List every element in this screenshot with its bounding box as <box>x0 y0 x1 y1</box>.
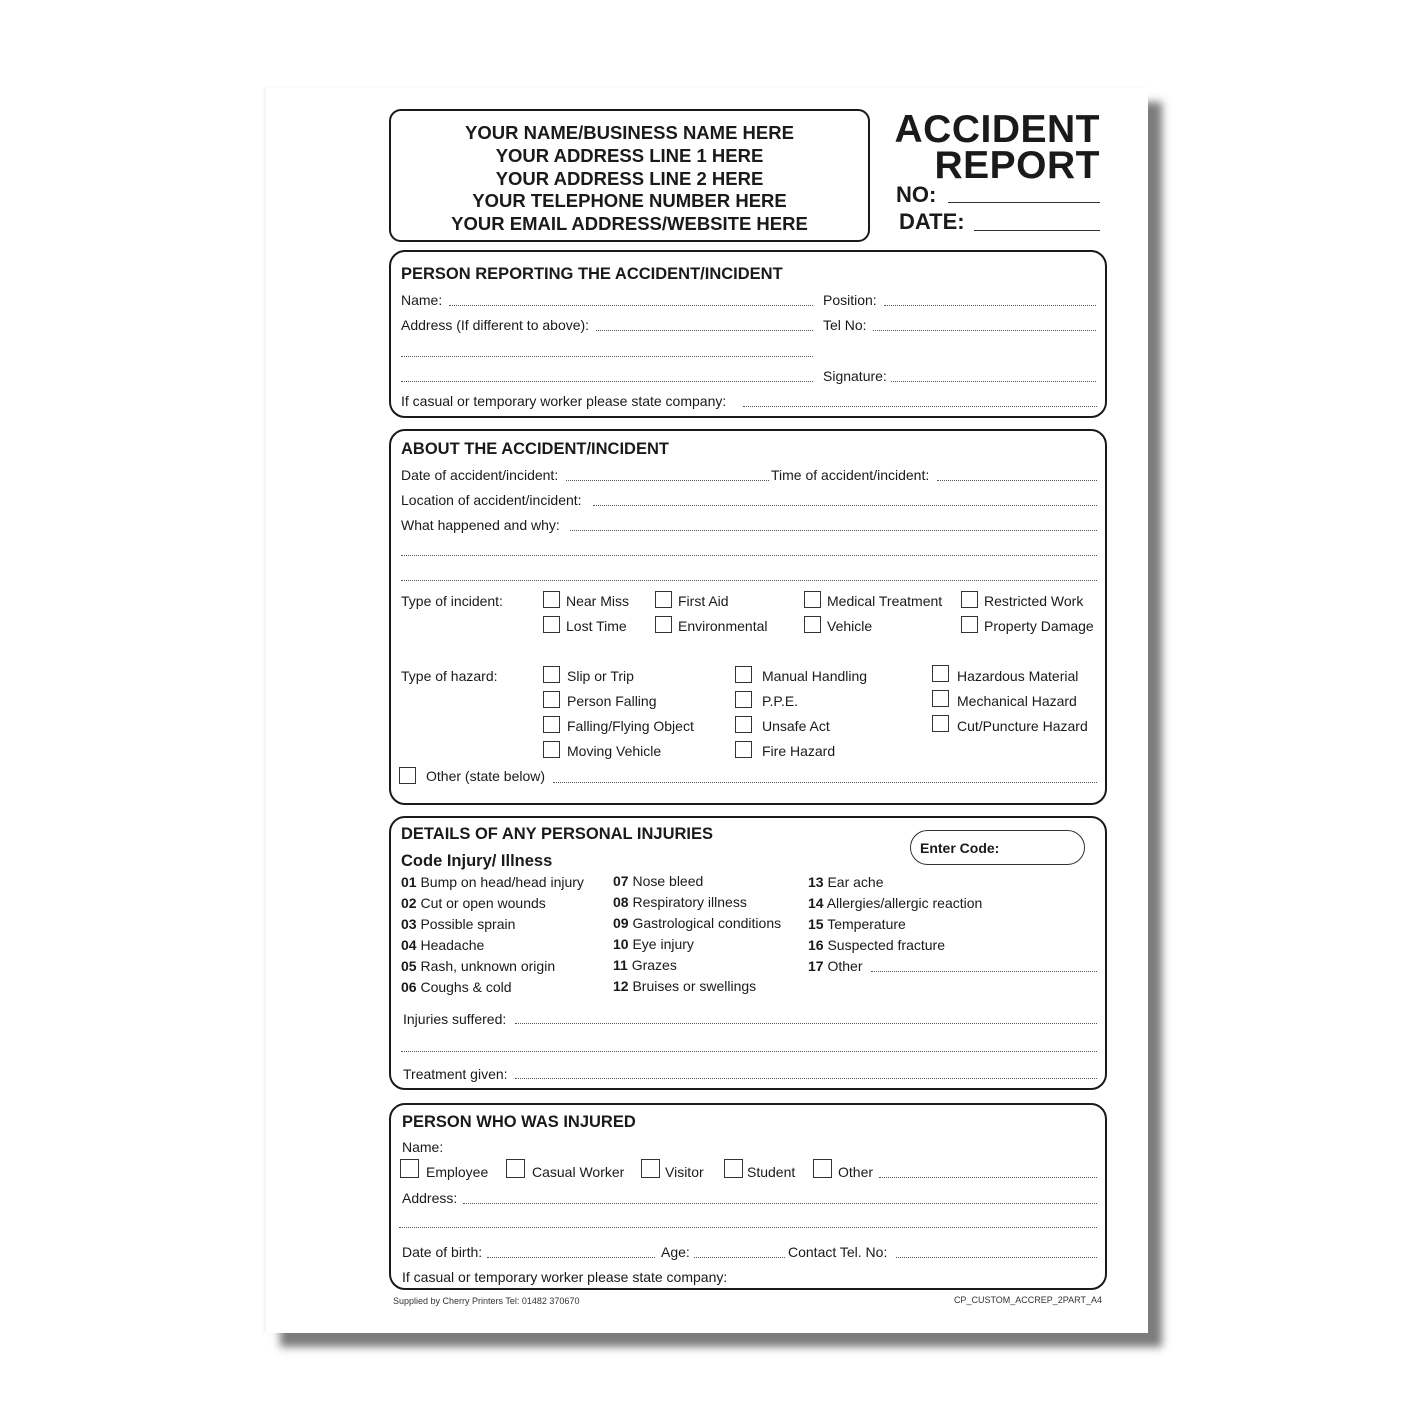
injury-code-text: Rash, unknown origin <box>416 958 556 974</box>
injury-code-number: 17 <box>808 958 824 974</box>
injury-code-item <box>401 979 512 995</box>
form-sheet <box>266 88 1148 1333</box>
checkbox[interactable] <box>543 666 560 683</box>
injured-address-label: Address: <box>402 1190 458 1206</box>
checkbox[interactable] <box>641 1159 660 1178</box>
injury-code-number: 03 <box>401 916 417 932</box>
injury-code-text: Ear ache <box>823 874 884 890</box>
checkbox[interactable] <box>932 665 949 682</box>
code-heading: Code Injury/ Illness <box>401 852 553 870</box>
checkbox[interactable] <box>724 1159 743 1178</box>
checkbox[interactable] <box>543 591 560 608</box>
injury-code-item <box>808 958 862 974</box>
business-address-2: YOUR ADDRESS LINE 2 HERE <box>495 167 764 189</box>
checkbox[interactable] <box>655 591 672 608</box>
injury-code-number: 09 <box>613 915 629 931</box>
checkbox[interactable] <box>932 690 949 707</box>
injury-code-number: 05 <box>401 958 417 974</box>
injury-code-text: Allergies/allergic reaction <box>823 895 983 911</box>
treatment-given-label: Treatment given: <box>403 1066 508 1082</box>
injury-code-item <box>613 936 694 952</box>
checkbox[interactable] <box>399 767 416 784</box>
title-line-1: ACCIDENT <box>894 108 1100 151</box>
date-field[interactable] <box>974 230 1100 231</box>
time-of-accident-label: Time of accident/incident: <box>771 467 930 483</box>
enter-code-field[interactable] <box>910 830 1085 865</box>
time-of-accident-field[interactable] <box>937 480 1097 481</box>
injuries-suffered-line-2[interactable] <box>401 1051 1097 1052</box>
tel-label: Tel No: <box>823 317 867 333</box>
checkbox[interactable] <box>543 616 560 633</box>
injury-code-number: 12 <box>613 978 629 994</box>
checkbox[interactable] <box>655 616 672 633</box>
injured-address-line-2[interactable] <box>399 1227 1097 1228</box>
injury-code-item <box>808 937 945 953</box>
injuries-suffered-field[interactable] <box>515 1023 1097 1024</box>
injury-code-text: Bruises or swellings <box>628 978 757 994</box>
address-field[interactable] <box>596 330 813 331</box>
injury-code-item <box>613 957 677 973</box>
what-happened-field[interactable] <box>570 530 1097 531</box>
injury-code-item <box>613 894 747 910</box>
injury-code-text: Possible sprain <box>416 916 516 932</box>
injury-code-text: Coughs & cold <box>416 979 512 995</box>
checkbox[interactable] <box>813 1159 832 1178</box>
name-field[interactable] <box>449 305 813 306</box>
injury-code-number: 04 <box>401 937 417 953</box>
section-about-accident: ABOUT THE ACCIDENT/INCIDENT Date of accident/incident: Time of accident/incident: Location of accident/incident: What happened and why: Type of incident: Near Miss First Aid Medical Treatment Restricted Work Lost Time Environmental Vehicle Property Damage Type of hazard: Slip or Trip Person Falling Falling/Flying Object Moving Vehicle Manual Handling P.P.E. Unsafe Act Fire Hazard Hazardous Material Mechanical Hazard Cut/Puncture Hazard Other (state below) <box>389 429 1107 805</box>
checkbox[interactable] <box>804 616 821 633</box>
injury-code-item <box>401 895 546 911</box>
address-line-3[interactable] <box>401 381 813 382</box>
title-line-2: REPORT <box>934 144 1100 187</box>
injury-code-text: Headache <box>416 937 485 953</box>
checkbox[interactable] <box>543 716 560 733</box>
other-code-field[interactable] <box>871 971 1097 972</box>
position-label: Position: <box>823 292 877 308</box>
casual-company-label: If casual or temporary worker please state company: <box>401 393 727 409</box>
age-label: Age: <box>661 1244 690 1260</box>
injury-code-number: 10 <box>613 936 629 952</box>
business-email: YOUR EMAIL ADDRESS/WEBSITE HERE <box>451 213 808 235</box>
section-title: ABOUT THE ACCIDENT/INCIDENT <box>401 440 669 458</box>
injury-code-text: Cut or open wounds <box>416 895 546 911</box>
no-field[interactable] <box>948 202 1100 203</box>
injury-code-text: Bump on head/head injury <box>416 874 584 890</box>
injury-code-item <box>401 937 484 953</box>
section-title: PERSON WHO WAS INJURED <box>402 1113 636 1131</box>
injury-code-number: 13 <box>808 874 824 890</box>
injured-address-field[interactable] <box>463 1203 1097 1204</box>
checkbox[interactable] <box>735 666 752 683</box>
injury-code-item <box>808 916 906 932</box>
contact-tel-label: Contact Tel. No: <box>788 1244 888 1260</box>
business-details-box <box>389 109 870 242</box>
business-name: YOUR NAME/BUSINESS NAME HERE <box>465 122 794 143</box>
what-happened-line-3[interactable] <box>401 580 1097 581</box>
checkbox[interactable] <box>804 591 821 608</box>
injury-code-text: Eye injury <box>628 936 694 952</box>
injured-casual-label: If casual or temporary worker please state company: <box>402 1269 728 1285</box>
injury-code-number: 08 <box>613 894 629 910</box>
dob-label: Date of birth: <box>402 1244 483 1260</box>
checkbox[interactable] <box>506 1159 525 1178</box>
checkbox[interactable] <box>961 616 978 633</box>
contact-tel-field[interactable] <box>896 1257 1097 1258</box>
checkbox[interactable] <box>543 691 560 708</box>
section-personal-injuries <box>389 816 1107 1090</box>
incident-type-label: Type of incident: <box>401 593 503 609</box>
date-label: DATE: <box>899 209 965 234</box>
age-field[interactable] <box>694 1257 785 1258</box>
business-details <box>391 111 868 236</box>
what-happened-label: What happened and why: <box>401 517 560 533</box>
injury-code-item <box>401 958 555 974</box>
injury-code-number: 11 <box>613 957 628 973</box>
injury-code-text: Suspected fracture <box>823 937 945 953</box>
tel-field[interactable] <box>873 330 1096 331</box>
treatment-given-field[interactable] <box>515 1078 1097 1079</box>
injury-code-text: Respiratory illness <box>628 894 747 910</box>
other-category-field[interactable] <box>879 1177 1097 1178</box>
signature-field[interactable] <box>891 381 1096 382</box>
checkbox[interactable] <box>961 591 978 608</box>
injury-code-number: 06 <box>401 979 417 995</box>
business-telephone: YOUR TELEPHONE NUMBER HERE <box>472 190 787 212</box>
injury-code-item <box>808 895 982 911</box>
checkbox[interactable] <box>400 1159 419 1178</box>
form-title <box>894 108 1101 187</box>
injury-code-text: Nose bleed <box>628 873 704 889</box>
injury-code-number: 14 <box>808 895 824 911</box>
supplier-note: Supplied by Cherry Printers Tel: 01482 370670 <box>393 1296 580 1306</box>
what-happened-line-2[interactable] <box>401 555 1097 556</box>
checkbox[interactable] <box>543 741 560 758</box>
no-label: NO: <box>896 182 937 207</box>
business-address-1: YOUR ADDRESS LINE 1 HERE <box>495 144 764 166</box>
checkbox[interactable] <box>735 741 752 758</box>
location-label: Location of accident/incident: <box>401 492 582 508</box>
injury-code-item <box>613 915 781 931</box>
date-of-accident-label: Date of accident/incident: <box>401 467 559 483</box>
injury-code-text: Other <box>823 958 863 974</box>
section-person-injured: PERSON WHO WAS INJURED Name: Employee Casual Worker Visitor Student Other Address: Date of birth: Age: Contact Tel. No: If casual or temporary worker please state company: <box>389 1103 1107 1290</box>
injury-code-text: Temperature <box>823 916 906 932</box>
hazard-type-label: Type of hazard: <box>401 668 498 684</box>
injury-code-number: 02 <box>401 895 417 911</box>
location-field[interactable] <box>593 505 1097 506</box>
address-label: Address (If different to above): <box>401 317 590 333</box>
injury-code-number: 16 <box>808 937 824 953</box>
injury-code-item <box>613 873 703 889</box>
injury-code-number: 01 <box>401 874 417 890</box>
enter-code-label: Enter Code: <box>920 840 1000 856</box>
address-line-2[interactable] <box>401 356 813 357</box>
section-person-reporting <box>389 250 1107 418</box>
injury-code-number: 07 <box>613 873 629 889</box>
injury-code-number: 15 <box>808 916 824 932</box>
date-of-accident-field[interactable] <box>566 480 769 481</box>
section-title: PERSON REPORTING THE ACCIDENT/INCIDENT <box>401 265 783 283</box>
injury-code-item <box>613 978 756 994</box>
checkbox[interactable] <box>735 716 752 733</box>
form-reference: CP_CUSTOM_ACCREP_2PART_A4 <box>953 1295 1102 1305</box>
position-field[interactable] <box>884 305 1096 306</box>
injury-code-text: Gastrological conditions <box>628 915 782 931</box>
injured-name-label: Name: <box>402 1139 444 1155</box>
injuries-suffered-label: Injuries suffered: <box>403 1011 507 1027</box>
injury-code-item <box>401 916 515 932</box>
injury-code-item <box>401 874 584 890</box>
section-title: DETAILS OF ANY PERSONAL INJURIES <box>401 825 714 843</box>
checkbox[interactable] <box>932 715 949 732</box>
injury-code-text: Grazes <box>627 957 677 973</box>
checkbox[interactable] <box>735 691 752 708</box>
name-label: Name: <box>401 292 443 308</box>
dob-field[interactable] <box>487 1257 655 1258</box>
other-hazard-field[interactable] <box>553 782 1097 783</box>
casual-company-field[interactable] <box>743 406 1097 407</box>
injury-code-item <box>808 874 884 890</box>
signature-label: Signature: <box>823 368 887 384</box>
